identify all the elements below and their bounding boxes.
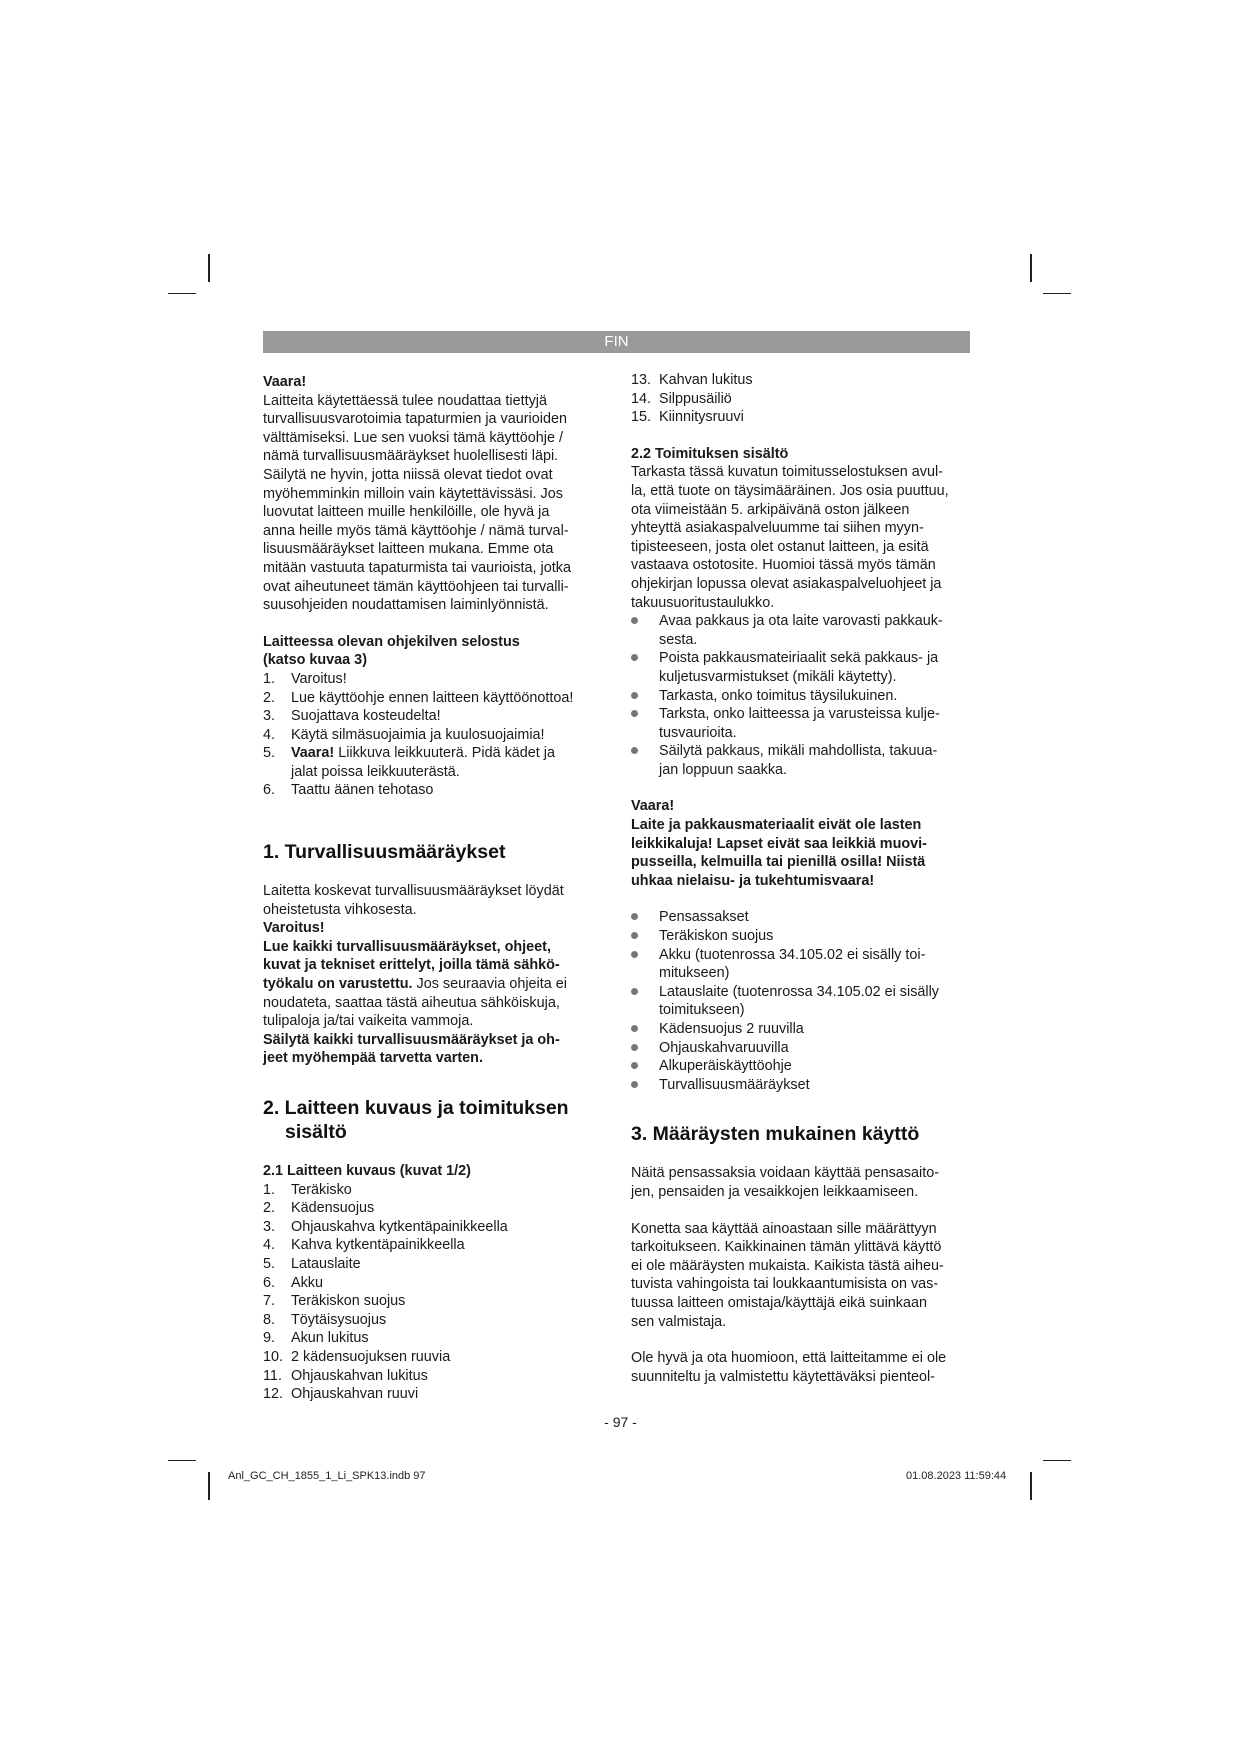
delivery-contents-list (631, 908, 975, 1094)
list-item-number: 13. (631, 372, 652, 388)
text-line: myöhemminkin milloin vain käytettävissäsi. Jos (263, 485, 563, 502)
parts-list-continued (631, 371, 975, 427)
bullet-text-continued: sesta. (659, 631, 698, 648)
bullet-text: Kädensuojus 2 ruuvilla (659, 1021, 804, 1037)
list-item-number: 7. (263, 1293, 276, 1310)
list-item-number: 12. (263, 1386, 284, 1403)
section-2-1-title: 2.1 Laitteen kuvaus (kuvat 1/2) (263, 1163, 471, 1179)
list-item-text: Taattu äänen tehotaso (291, 782, 434, 799)
list-item (263, 781, 598, 800)
list-item (263, 1385, 598, 1404)
bullet-item (631, 649, 975, 686)
text-line: luovutat laitteen muille henkilöille, ole hyvä ja (263, 504, 550, 521)
text-line: pusseilla, kelmuilla tai pienillä osilla! Niistä (631, 854, 926, 871)
list-item-number: 4. (263, 726, 276, 743)
list-item (263, 707, 598, 726)
list-item-number: 14. (631, 390, 652, 407)
text-line: tarkoitukseen. Kaikkinainen tämän ylittävä käyttö (631, 1239, 942, 1256)
bullet-icon (631, 692, 638, 699)
section-2-2-text (631, 463, 975, 612)
crop-mark (1043, 1460, 1071, 1461)
list-item-text: Kiinnitysruuvi (659, 409, 744, 426)
bullet-text: Ohjauskahvaruuvilla (659, 1039, 789, 1056)
list-item-text: Töytäisysuojus (291, 1311, 387, 1328)
section-1-intro (263, 882, 598, 919)
print-timestamp: 01.08.2023 11:59:44 (906, 1470, 1007, 1482)
text-line: Laitetta koskevat turvallisuusmääräykset löydät (263, 883, 564, 900)
keep-instructions-text (263, 1031, 598, 1068)
text-line: leikkikaluja! Lapset eivät saa leikkiä muovi- (631, 835, 927, 852)
list-item (263, 1255, 598, 1274)
list-item-number: 2. (263, 689, 276, 706)
list-item-text: Latauslaite (291, 1255, 361, 1272)
danger-heading-2: Vaara! (631, 798, 675, 815)
crop-mark (208, 254, 210, 282)
list-item (263, 1218, 598, 1237)
bullet-text: Pensassakset (659, 909, 749, 926)
list-item-number: 8. (263, 1311, 276, 1328)
list-item-text: Kädensuojus (291, 1200, 375, 1217)
text-line: suusohjeiden noudattamisen laiminlyönnistä. (263, 597, 549, 614)
bullet-icon (631, 1062, 638, 1069)
text-line: ohjekirjan lopussa olevat asiakaspalveluohjeet ja (631, 575, 942, 592)
warning-mixed-line: työkalu on varustettu. Jos seuraavia ohjeita ei (263, 976, 567, 993)
list-item-number: 9. (263, 1330, 276, 1347)
text-line: lisuusmääräykset laitteen mukana. Emme ota (263, 541, 554, 558)
text-line: tipisteeseen, josta olet ostanut laitteen, ja esitä (631, 538, 929, 555)
text-line: Säilytä kaikki turvallisuusmääräykset ja oh- (263, 1031, 560, 1048)
list-item (263, 1348, 598, 1367)
signs-subheading: (katso kuvaa 3) (263, 652, 367, 669)
bullet-icon (631, 951, 638, 958)
bullet-icon (631, 1081, 638, 1088)
list-item-text: Varoitus! (291, 670, 347, 687)
bullet-icon (631, 710, 638, 717)
bullet-icon (631, 1044, 638, 1051)
text-line: tulipaloja ja/tai vaikeita vammoja. (263, 1013, 474, 1030)
bullet-item (631, 1076, 975, 1095)
danger-paragraph (263, 392, 598, 615)
danger-heading: Vaara! (263, 374, 307, 390)
section-3-paragraph-2 (631, 1220, 975, 1332)
page-number: - 97 - (604, 1414, 637, 1430)
list-item-text: Vaara! Liikkuva leikkuuterä. Pidä kädet ja (291, 745, 555, 762)
text-line: anna heille myös tämä käyttöohje / nämä turval- (263, 522, 569, 539)
list-item-text: Ohjauskahvan lukitus (291, 1367, 428, 1384)
warning-heading: Varoitus! (263, 920, 325, 937)
text-line: jeet myöhempää tarvetta varten. (263, 1050, 483, 1067)
bullet-icon (631, 913, 638, 920)
bullet-item (631, 1057, 975, 1076)
list-item (631, 371, 975, 390)
bullet-icon (631, 654, 638, 661)
list-item (263, 1367, 598, 1386)
text-line: la, että tuote on täysimääräinen. Jos osia puuttuu, (631, 482, 949, 499)
text-line: välttämiseksi. Lue sen vuoksi tämä käyttöohje / (263, 429, 563, 446)
bullet-icon (631, 1025, 638, 1032)
list-item (631, 408, 975, 427)
bullet-item (631, 612, 975, 649)
text-line: takuusuoritustaulukko. (631, 594, 775, 611)
text-line: oheistetusta vihkosesta. (263, 901, 417, 918)
text-line: Säilytä ne hyvin, jotta niissä olevat tiedot ovat (263, 466, 553, 483)
bullet-item (631, 983, 975, 1020)
bullet-icon (631, 932, 638, 939)
list-item-text: 2 kädensuojuksen ruuvia (291, 1348, 451, 1365)
list-item (263, 1311, 598, 1330)
bullet-item (631, 908, 975, 927)
bullet-text: Akku (tuotenrossa 34.105.02 ei sisälly toi- (659, 946, 926, 963)
bullet-icon (631, 747, 638, 754)
text-line: nämä turvallisuusmääräykset huolellisesti läpi. (263, 448, 559, 465)
language-label: FIN (604, 333, 629, 350)
text-line: Lue kaikki turvallisuusmääräykset, ohjeet, (263, 938, 551, 955)
bullet-text: Tarksta, onko laitteessa ja varusteissa kulje- (659, 706, 940, 723)
list-item (263, 1236, 598, 1255)
list-item-number: 1. (263, 1181, 276, 1198)
list-item-text: Akun lukitus (291, 1330, 369, 1347)
bullet-icon (631, 988, 638, 995)
bullet-item (631, 946, 975, 983)
language-header-bar (263, 331, 970, 353)
list-item-text: Teräkiskon suojus (291, 1293, 406, 1310)
list-item-number: 6. (263, 782, 276, 799)
bullet-text: Turvallisuusmääräykset (659, 1076, 810, 1093)
list-item-number: 10. (263, 1348, 284, 1365)
list-item-continuation: jalat poissa leikkuuterästä. (291, 763, 460, 780)
section-3-paragraph-3 (631, 1349, 975, 1386)
list-item (263, 1199, 598, 1218)
list-item-text: Lue käyttöohje ennen laitteen käyttöönottoa! (291, 689, 574, 706)
text-line: uhkaa nielaisu- ja tukehtumisvaara! (631, 872, 875, 889)
bullet-text: Säilytä pakkaus, mikäli mahdollista, takuua- (659, 743, 938, 760)
text-line: yhteyttä asiakaspalveluumme tai siihen myyn- (631, 520, 924, 537)
list-item (263, 670, 598, 689)
text-line: tuvista vahingoista tai loukkaantumisista on vas- (631, 1276, 939, 1293)
bullet-item (631, 1020, 975, 1039)
bullet-item (631, 705, 975, 742)
bullet-text: Tarkasta, onko toimitus täysilukuinen. (659, 687, 898, 704)
text-line: Laite ja pakkausmateriaalit eivät ole lasten (631, 817, 922, 834)
signs-heading: Laitteessa olevan ohjekilven selostus (263, 633, 520, 650)
bullet-text: Latauslaite (tuotenrossa 34.105.02 ei sisälly (659, 983, 939, 1000)
crop-mark (168, 293, 196, 294)
text-line: Tarkasta tässä kuvatun toimitusselostuksen avul- (631, 464, 943, 481)
crop-mark (168, 1460, 196, 1461)
list-item-number: 5. (263, 1255, 276, 1272)
unpacking-steps-list (631, 612, 975, 779)
crop-mark (1043, 293, 1071, 294)
list-item-number: 3. (263, 1218, 276, 1235)
bullet-text-continued: jan loppuun saakka. (659, 761, 788, 778)
list-item-number: 1. (263, 670, 276, 687)
bullet-item (631, 742, 975, 779)
bullet-text: Poista pakkausmateiriaalit sekä pakkaus- ja (659, 650, 939, 667)
bullet-text-continued: tusvaurioita. (659, 724, 737, 741)
text-line: turvallisuusvarotoimia tapaturmien ja vaurioiden (263, 411, 567, 428)
crop-mark (1030, 1472, 1032, 1500)
text-line: mitään vastuuta tapaturmista tai vaurioista, jotka (263, 559, 571, 576)
text-line: ota viimeistään 5. arkipäivänä oston jälkeen (631, 501, 910, 518)
section-2-2-title: 2.2 Toimituksen sisältö (631, 445, 789, 462)
bullet-text-continued: mitukseen) (659, 965, 730, 982)
bullet-item (631, 687, 975, 706)
list-item-number: 11. (263, 1367, 282, 1384)
bullet-icon (631, 617, 638, 624)
crop-mark (1030, 254, 1032, 282)
list-item-number: 5. (263, 745, 276, 762)
list-item-text: Suojattava kosteudelta! (291, 708, 441, 725)
left-column (263, 373, 598, 1404)
text-line: ei ole määräysten mukaista. Kaikista tästä aiheu- (631, 1257, 944, 1274)
text-line: jen, pensaiden ja vesaikkojen leikkaamiseen. (631, 1183, 919, 1200)
section-1-title: 1. Turvallisuusmääräykset (263, 841, 506, 864)
section-2-title: 2. Laitteen kuvaus ja toimituksen sisältö (263, 1097, 569, 1143)
danger-children-text (631, 816, 975, 890)
list-item-number: 3. (263, 708, 276, 725)
list-item-number: 2. (263, 1200, 276, 1217)
bullet-item (631, 1039, 975, 1058)
text-line: Näitä pensassaksia voidaan käyttää pensasaito- (631, 1165, 939, 1182)
list-item (263, 726, 598, 745)
list-item-text: Akku (291, 1274, 323, 1291)
list-item-text: Kahva kytkentäpainikkeella (291, 1237, 465, 1254)
text-line: suunniteltu ja valmistettu käytettäväksi pienteol- (631, 1368, 935, 1385)
bullet-item (631, 927, 975, 946)
crop-mark (208, 1472, 210, 1500)
right-column (631, 371, 975, 1386)
text-line: kuvat ja tekniset erittelyt, joilla tämä sähkö- (263, 957, 560, 974)
list-item-text: Teräkisko (291, 1181, 352, 1198)
file-slug: Anl_GC_CH_1855_1_Li_SPK13.indb 97 (228, 1470, 426, 1482)
text-line: ovat aiheutuneet tämän käyttöohjeen tai turvalli- (263, 578, 569, 595)
list-item (263, 1292, 598, 1311)
bullet-text: Avaa pakkaus ja ota laite varovasti pakkauk- (659, 613, 943, 630)
section-3-title: 3. Määräysten mukainen käyttö (631, 1123, 920, 1146)
warning-bold-text (263, 938, 598, 975)
text-line: Laitteita käytettäessä tulee noudattaa tiettyjä (263, 392, 548, 409)
text-line: Ole hyvä ja ota huomioon, että laitteitamme ei ole (631, 1350, 947, 1367)
bullet-text-continued: kuljetusvarmistukset (mikäli käytetty). (659, 668, 897, 685)
signs-list (263, 670, 598, 800)
list-item (263, 744, 598, 763)
list-item (263, 1181, 598, 1200)
list-item (263, 689, 598, 708)
list-item-text: Ohjauskahvan ruuvi (291, 1386, 419, 1403)
bullet-text: Alkuperäiskäyttöohje (659, 1058, 792, 1075)
list-item (263, 1329, 598, 1348)
list-item (263, 1274, 598, 1293)
bullet-text: Teräkiskon suojus (659, 928, 774, 945)
text-line: noudateta, saattaa tästä aiheutua sähköiskuja, (263, 994, 560, 1011)
list-item-number: 6. (263, 1274, 276, 1291)
warning-rest-text (263, 994, 598, 1031)
list-item-number: 15. (631, 409, 652, 426)
text-line: Konetta saa käyttää ainoastaan sille määrättyyn (631, 1220, 937, 1237)
list-item-text: Silppusäiliö (659, 390, 732, 407)
text-line: sen valmistaja. (631, 1313, 727, 1330)
list-item-text: Ohjauskahva kytkentäpainikkeella (291, 1218, 508, 1235)
list-item-number: 4. (263, 1237, 276, 1254)
section-3-paragraph-1 (631, 1164, 975, 1201)
list-item-text: Kahvan lukitus (659, 372, 753, 388)
bullet-text-continued: toimitukseen) (659, 1002, 745, 1019)
text-line: tuussa laitteen omistaja/käyttäjä eikä suinkaan (631, 1294, 927, 1311)
text-line: vastaava ostotosite. Huomioi tässä myös tämän (631, 557, 936, 574)
parts-list (263, 1181, 598, 1404)
list-item (631, 390, 975, 409)
list-item-text: Käytä silmäsuojaimia ja kuulosuojaimia! (291, 726, 545, 743)
